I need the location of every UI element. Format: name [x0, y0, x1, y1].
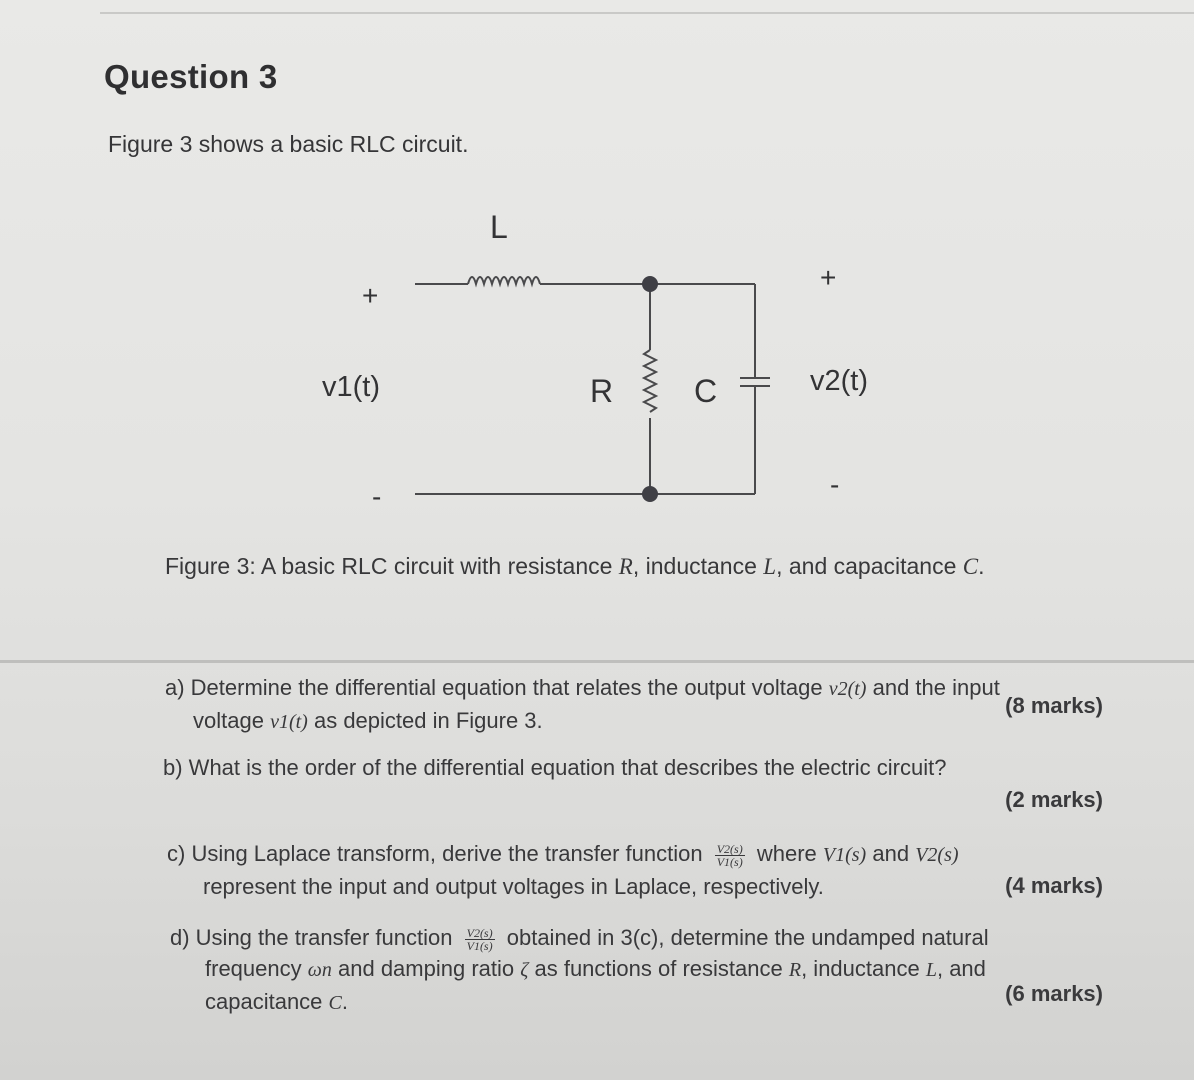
- question-b-marks: (2 marks): [1005, 787, 1103, 812]
- output-voltage-label: v2(t): [810, 365, 868, 397]
- question-c: [167, 838, 1103, 902]
- question-b-line-1: b) What is the order of the differential equation that describes the electric circuit?: [163, 755, 947, 780]
- caption-L: L: [763, 554, 777, 579]
- caption-end: .: [978, 553, 985, 579]
- question-c-line-2: represent the input and output voltages in Laplace, respectively.: [203, 874, 824, 899]
- caption-R: R: [618, 554, 633, 579]
- question-d: [170, 922, 1103, 1019]
- question-d-line-1: d) Using the transfer function $\frac{V2(s)}{V1(s)}$ obtained in 3(c), determine the undamped natural: [170, 925, 989, 953]
- input-plus-label: +: [362, 280, 379, 311]
- input-minus-label: -: [372, 481, 382, 512]
- resistor-label: R: [590, 373, 614, 409]
- resistor-symbol: [644, 350, 656, 412]
- question-a-line-1: a) Determine the differential equation that relates the output voltage v2(t) and the input: [165, 675, 1000, 700]
- question-d-marks: (6 marks): [1005, 981, 1103, 1006]
- inductor-symbol: [468, 277, 540, 284]
- figure-caption: [165, 553, 985, 580]
- question-heading: Question 3: [104, 58, 278, 95]
- question-c-line-1: c) Using Laplace transform, derive the transfer function $\frac{V2(s)}{V1(s)}$ where V1(s) and V2(s): [167, 841, 959, 869]
- question-d-line-3: capacitance C.: [205, 989, 349, 1014]
- question-b: [163, 752, 1103, 812]
- question-c-marks: (4 marks): [1005, 873, 1103, 898]
- question-a-marks: (8 marks): [1005, 693, 1103, 718]
- inductor-label: L: [490, 209, 508, 245]
- question-a-line-2: voltage v1(t) as depicted in Figure 3.: [193, 708, 543, 733]
- question-c-transfer-fraction: $\frac{V2(s)}{V1(s)}$: [716, 841, 743, 869]
- output-minus-label: -: [830, 469, 840, 500]
- question-a-output-voltage: v2(t): [828, 678, 867, 700]
- node-bottom: [642, 486, 658, 502]
- question-a: [165, 672, 1103, 738]
- question-a-input-voltage: v1(t): [270, 711, 308, 733]
- caption-text: Figure 3: A basic RLC circuit with resistance: [165, 553, 613, 579]
- caption-text-2: , inductance: [632, 553, 757, 579]
- capacitor-label: C: [694, 373, 718, 409]
- output-plus-label: +: [820, 262, 837, 293]
- question-d-line-2: frequency ωn and damping ratio ζ as functions of resistance R, inductance L, and: [205, 956, 986, 981]
- question-d-transfer-fraction: $\frac{V2(s)}{V1(s)}$: [466, 925, 493, 953]
- caption-C: C: [962, 554, 979, 579]
- section-divider: [0, 660, 1194, 663]
- intro-text: Figure 3 shows a basic RLC circuit.: [108, 131, 469, 157]
- node-top: [642, 276, 658, 292]
- caption-text-3: , and capacitance: [776, 553, 957, 579]
- input-voltage-label: v1(t): [322, 371, 380, 403]
